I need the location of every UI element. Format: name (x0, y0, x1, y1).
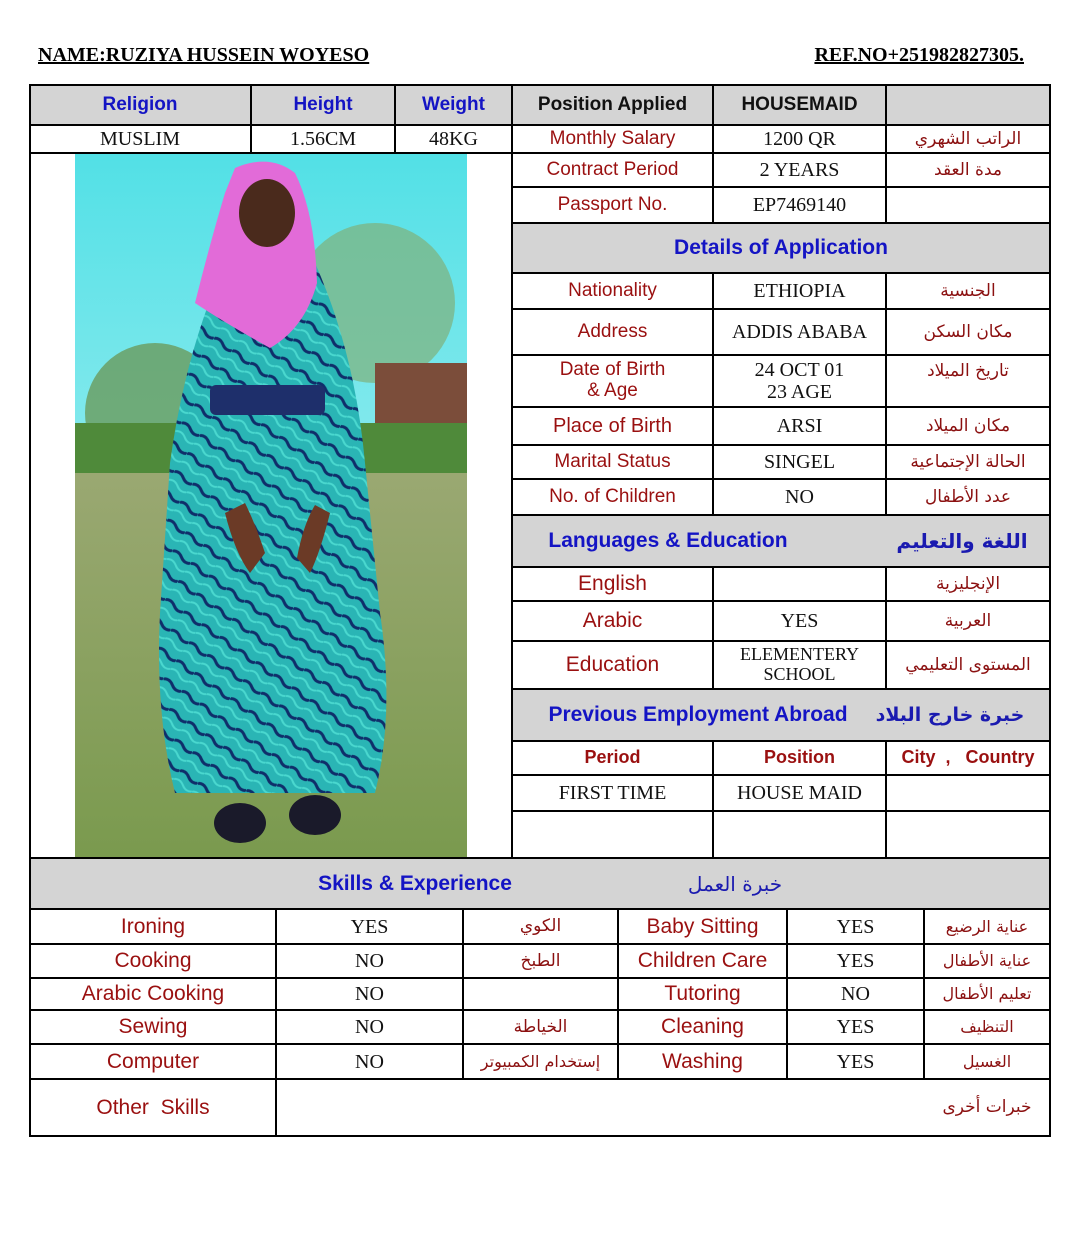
salary-value: 1200 QR (763, 128, 836, 150)
skill-ironing-label: Ironing (120, 914, 186, 938)
city-country-header: City , Country (901, 747, 1035, 768)
period-header: Period (584, 747, 641, 768)
skill-tutoring-arabic: تعليم الأطفال (942, 984, 1032, 1004)
nationality-label: Nationality (568, 279, 657, 301)
employment-title: Previous Employment Abroad (548, 703, 848, 727)
employment-period: FIRST TIME (558, 782, 667, 804)
birthplace-value: ARSI (776, 415, 823, 437)
skill-arabiccooking-value: NO (355, 983, 384, 1005)
religion-value: MUSLIM (99, 128, 180, 150)
skill-cleaning-label: Cleaning (661, 1015, 744, 1039)
religion-label: Religion (102, 93, 178, 115)
skill-cooking-arabic: الطبخ (520, 950, 561, 971)
weight-value: 48KG (429, 128, 478, 150)
skill-arabiccooking-arabic (464, 979, 617, 1009)
arabic-value: YES (780, 610, 819, 632)
english-value (714, 568, 885, 600)
address-arabic: مكان السكن (923, 321, 1013, 342)
skill-childrencare-arabic: عناية الأطفال (942, 951, 1032, 971)
skill-cleaning-value: YES (836, 1016, 875, 1038)
skill-cooking-label: Cooking (114, 949, 192, 973)
passport-value: EP7469140 (752, 194, 847, 216)
birthplace-arabic: مكان الميلاد (925, 415, 1011, 436)
skill-childrencare-label: Children Care (637, 949, 768, 973)
skill-babysitting-value: YES (836, 915, 875, 938)
employment-position: HOUSE MAID (737, 782, 862, 804)
position-applied-label: Position Applied (537, 93, 688, 115)
age-value: 23 AGE (767, 381, 832, 403)
children-arabic: عدد الأطفال (924, 486, 1012, 507)
candidate-photo (75, 153, 467, 857)
skill-cooking-value: NO (355, 950, 384, 972)
skill-babysitting-arabic: عناية الرضيع (945, 916, 1029, 936)
arabic-arabic: العربية (944, 610, 992, 631)
dob-label-line1: Date of Birth (559, 359, 666, 381)
nationality-arabic: الجنسية (940, 280, 996, 301)
skill-sewing-label: Sewing (118, 1015, 188, 1039)
reference-number: REF.NO+251982827305. (814, 44, 1024, 66)
education-value-line2: SCHOOL (763, 664, 836, 684)
skills-title-arabic: خبرة العمل (687, 871, 783, 896)
skills-title: Skills & Experience (318, 871, 512, 895)
education-arabic: المستوى التعليمي (905, 654, 1031, 675)
dob-value (714, 356, 885, 406)
employment-title-arabic: خبرة خارج البلاد (875, 703, 1025, 726)
english-label: English (578, 572, 647, 596)
skill-ironing-arabic: الكوي (519, 916, 562, 937)
details-title: Details of Application (674, 236, 888, 260)
skill-tutoring-label: Tutoring (664, 982, 741, 1006)
address-label: Address (577, 320, 648, 342)
education-value-line1: ELEMENTERY (740, 644, 859, 665)
education-value (714, 642, 885, 688)
skill-computer-value: NO (355, 1050, 384, 1073)
dob-label (513, 356, 712, 406)
arabic-label: Arabic (582, 609, 643, 633)
skill-computer-label: Computer (106, 1049, 200, 1073)
children-label: No. of Children (549, 485, 676, 507)
skill-cleaning-arabic: التنظيف (960, 1017, 1014, 1037)
skill-ironing-value: YES (350, 915, 389, 938)
other-skills-value (277, 1080, 917, 1135)
employment-city (887, 776, 1049, 810)
skill-washing-arabic: الغسيل (962, 1051, 1012, 1071)
dob-arabic: تاريخ الميلاد (927, 360, 1009, 381)
skill-washing-value: YES (836, 1050, 875, 1073)
english-arabic: الإنجليزية (935, 573, 1001, 594)
position-applied-value: HOUSEMAID (741, 93, 858, 115)
dob-value-line1: 24 OCT 01 (754, 359, 845, 381)
marital-arabic: الحالة الإجتماعية (910, 451, 1026, 472)
passport-label: Passport No. (557, 193, 668, 215)
height-label: Height (293, 93, 353, 115)
contract-arabic: مدة العقد (934, 159, 1002, 180)
skill-sewing-arabic: الخياطة (513, 1016, 568, 1037)
salary-arabic: الراتب الشهري (914, 128, 1022, 149)
nationality-value: ETHIOPIA (753, 280, 846, 302)
children-value: NO (785, 486, 814, 508)
other-skills-label: Other Skills (96, 1095, 210, 1119)
dob-label-line2: & Age (587, 380, 638, 401)
skill-tutoring-value: NO (841, 983, 870, 1005)
skill-babysitting-label: Baby Sitting (646, 914, 759, 938)
skill-washing-label: Washing (662, 1049, 743, 1073)
skill-sewing-value: NO (355, 1016, 384, 1038)
other-skills-arabic: خبرات أخرى (942, 1097, 1032, 1118)
contract-value: 2 YEARS (759, 159, 840, 181)
weight-label: Weight (422, 93, 485, 115)
candidate-name: NAME:RUZIYA HUSSEIN WOYESO (38, 44, 370, 66)
skill-arabiccooking-label: Arabic Cooking (81, 982, 225, 1006)
salary-label: Monthly Salary (549, 127, 676, 149)
skill-computer-arabic: إستخدام الكمبيوتر (480, 1051, 601, 1071)
languages-title-arabic: اللغة والتعليم (896, 529, 1028, 553)
position-header: Position (764, 747, 835, 768)
languages-title: Languages & Education (548, 529, 788, 553)
birthplace-label: Place of Birth (553, 415, 672, 437)
skill-childrencare-value: YES (836, 950, 875, 972)
education-label: Education (565, 653, 660, 677)
address-value: ADDIS ABABA (731, 321, 868, 343)
marital-value: SINGEL (763, 451, 836, 473)
marital-label: Marital Status (554, 450, 671, 472)
height-value: 1.56CM (289, 128, 357, 150)
contract-label: Contract Period (546, 158, 679, 180)
